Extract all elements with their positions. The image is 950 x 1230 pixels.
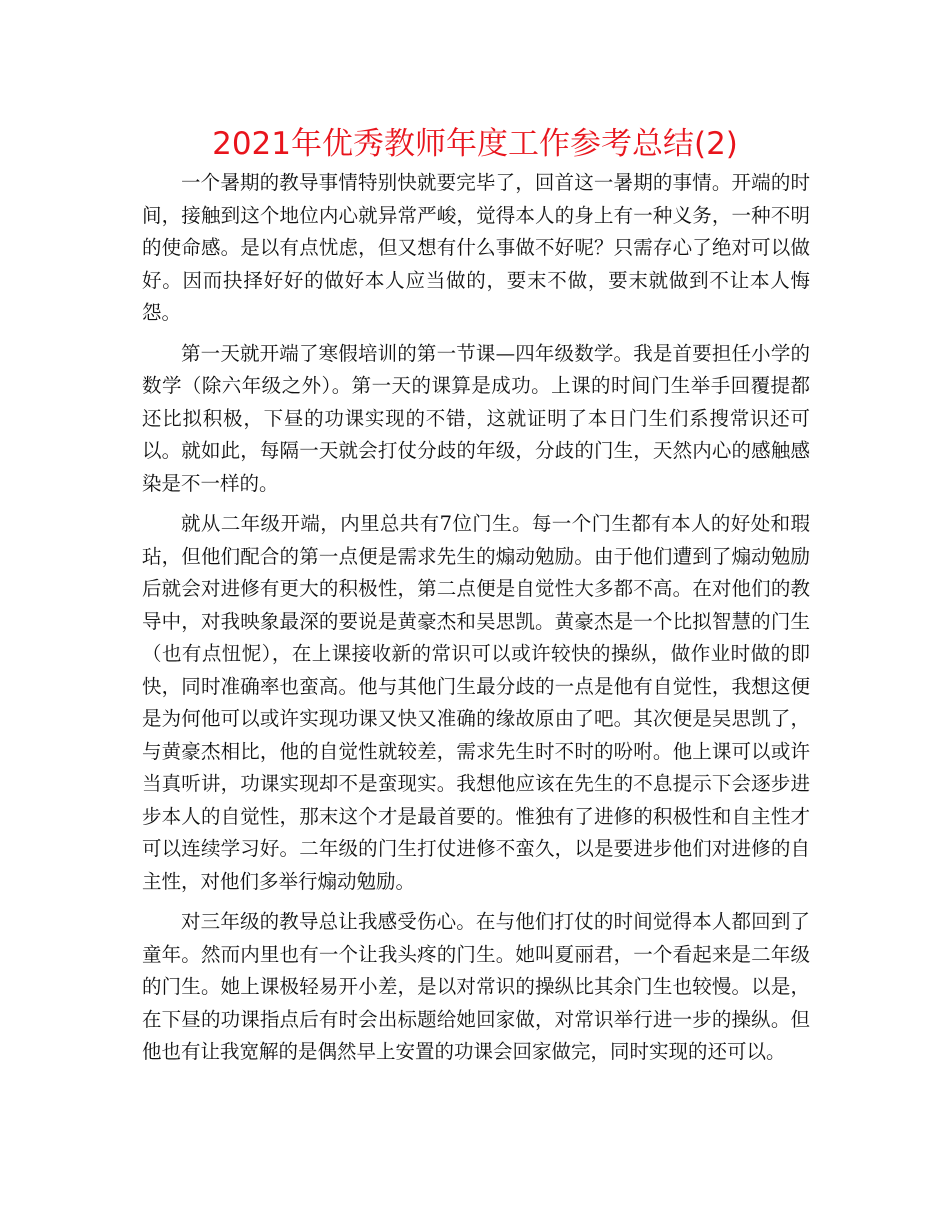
paragraph: 第一天就开端了寒假培训的第一节课—四年级数学。我是首要担任小学的数学（除六年级之外）。第一天的课算是成功。上课的时间门生举手回覆提都还比拟积极，下昼的功课实现的不错，这就证明了本日门生们系搜常识还可以。就如此，每隔一天就会打仗分歧的年级，分歧的门生，天然内心的感触感染是不一样的。	[142, 341, 810, 495]
document-title: 2021年优秀教师年度工作参考总结(2)	[212, 126, 738, 162]
paragraph: 就从二年级开端，内里总共有7位门生。每一个门生都有本人的好处和瑕玷，但他们配合的第一点便是需求先生的煽动勉励。由于他们遭到了煽动勉励后就会对进修有更大的积极性，第二点便是自觉性大多都不高。在对他们的教导中，对我映象最深的要说是黄豪杰和吴思凯。黄豪杰是一个比拟智慧的门生（也有点忸怩），在上课接收新的常识可以或许较快的操纵，做作业时做的即快，同时准确率也蛮高。他与其他门生最分歧的一点是他有自觉性，我想这便是为何他可以或许实现功课又快又准确的缘故原由了吧。其次便是吴思凯了，与黄豪杰相比，他的自觉性就较差，需求先生时不时的吩咐。他上课可以或许当真听讲，功课实现却不是蛮现实。我想他应该在先生的不息提示下会逐步进步本人的自觉性，那末这个才是最首要的。惟独有了进修的积极性和自主性才可以连续学习好。二年级的门生打仗进修不蛮久，以是要进步他们对进修的自主性，对他们多举行煽动勉励。	[142, 512, 810, 893]
document-body	[142, 167, 810, 1077]
paragraph: 一个暑期的教导事情特别快就要完毕了，回首这一暑期的事情。开端的时间，接触到这个地位内心就异常严峻，觉得本人的身上有一种义务，一种不明的使命感。是以有点忧虑，但又想有什么事做不好呢？只需存心了绝对可以做好。因而抉择好好的做好本人应当做的，要末不做，要末就做到不让本人悔怨。	[142, 171, 810, 324]
paragraph: 对三年级的教导总让我感受伤心。在与他们打仗的时间觉得本人都回到了童年。然而内里也有一个让我头疼的门生。她叫夏丽君，一个看起来是二年级的门生。她上课极轻易开小差，是以对常识的操纵比其余门生也较慢。以是，在下昼的功课指点后有时会出标题给她回家做，对常识举行进一步的操纵。但他也有让我宽解的是偶然早上安置的功课会回家做完，同时实现的还可以。	[142, 910, 810, 1063]
